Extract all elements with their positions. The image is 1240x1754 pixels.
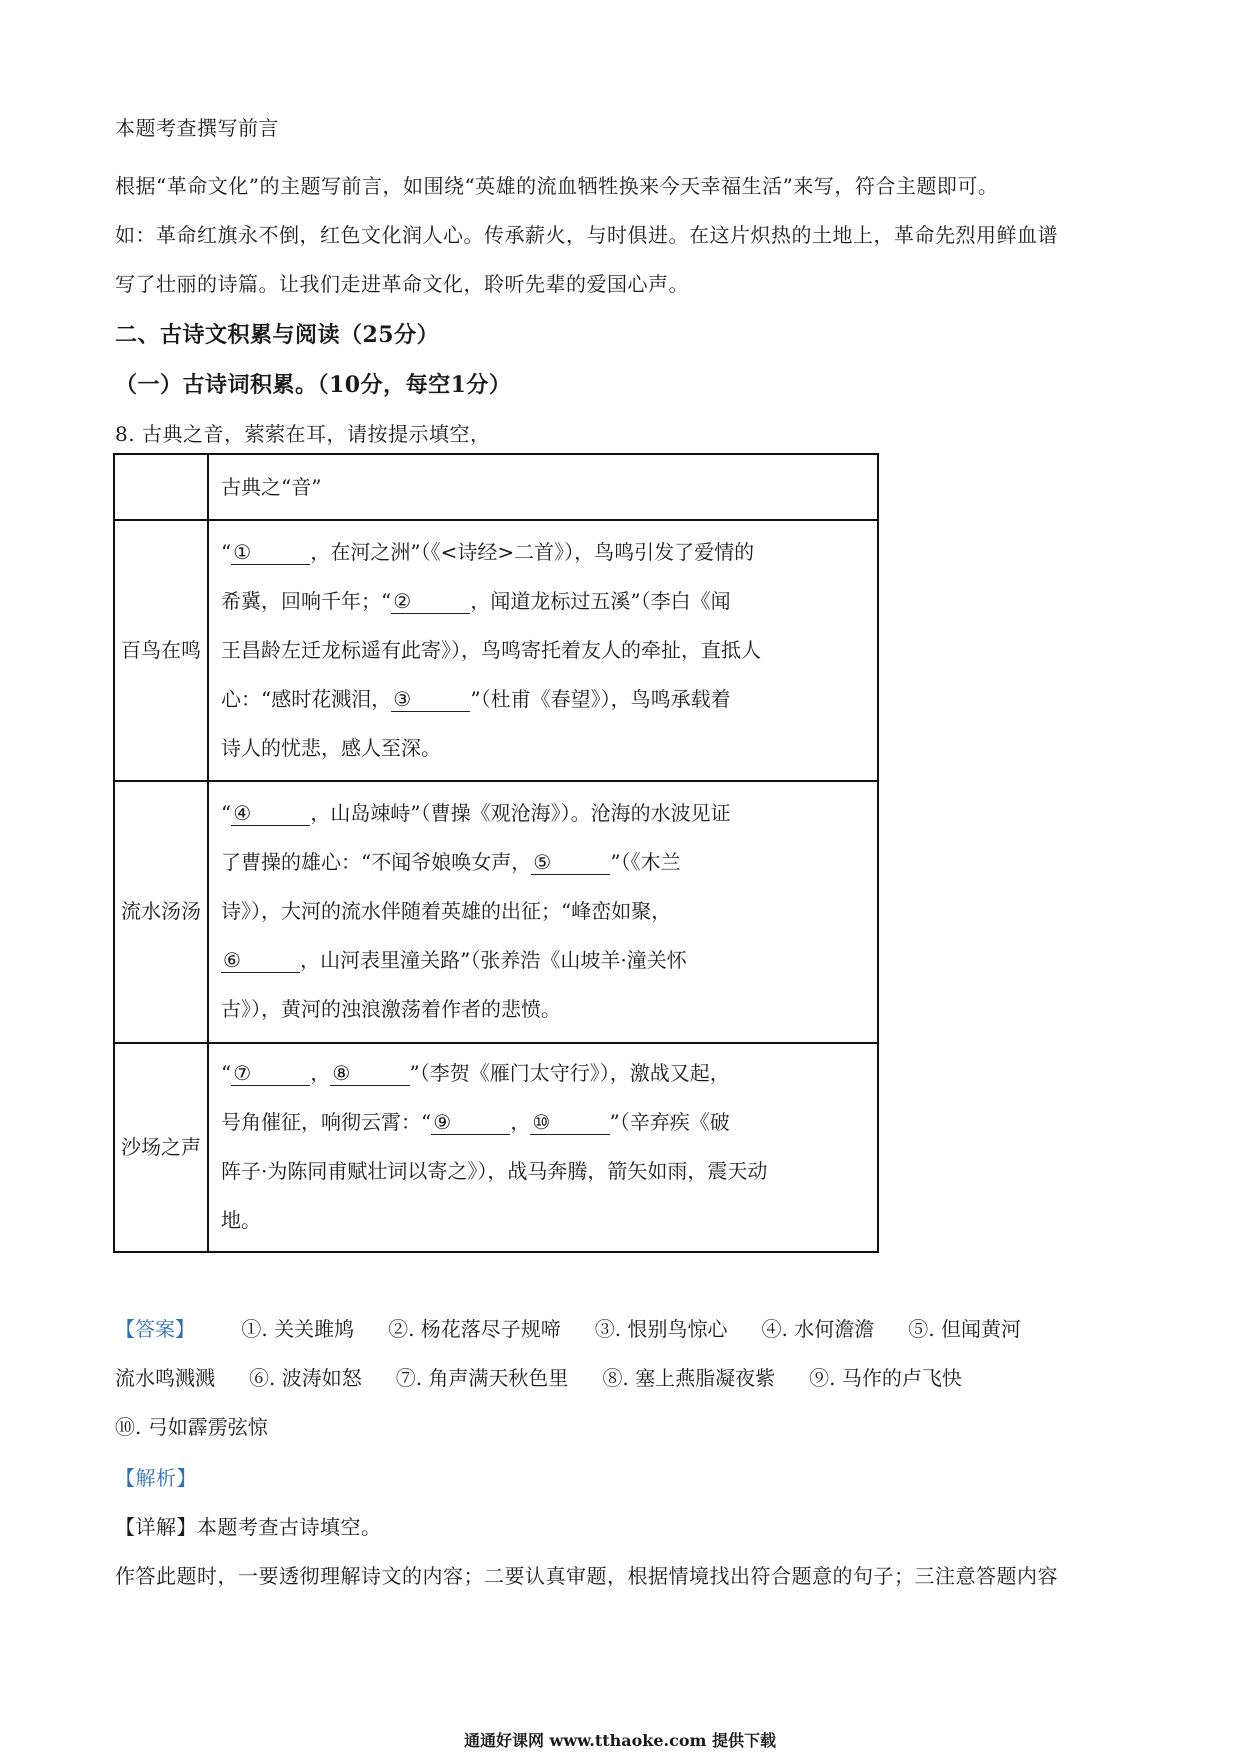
cell-text: 希冀，回响千年；“ — [221, 589, 392, 614]
answer-item: ②. 杨花落尽子规啼 — [388, 1317, 561, 1341]
cell-line — [221, 724, 865, 773]
answer-tag: 【答案】 — [115, 1317, 195, 1341]
cell-text: ”（李贺《雁门太守行》），激战又起， — [409, 1061, 730, 1086]
answer-item: ⑧. 塞上燕脂凝夜紫 — [602, 1366, 776, 1390]
analysis-tag: 【解析】 — [115, 1466, 197, 1490]
cell-text: 号角催征，响彻云霄：“ — [221, 1110, 432, 1135]
detail-line: 【详解】本题考查古诗填空。 — [115, 1515, 382, 1539]
paragraph-2a: 如：革命红旗永不倒，红色文化润人心。传承薪火，与时俱进。在这片炽热的土地上，革命先烈用鲜血谱 — [115, 223, 1058, 247]
cell-line — [221, 1098, 865, 1147]
answers-line-1 — [115, 1305, 1135, 1354]
row-content — [208, 520, 878, 781]
table-header-right: 古典之“音” — [208, 454, 878, 520]
answer-item: ⑩. 弓如霹雳弦惊 — [115, 1415, 268, 1439]
paragraph-1: 根据“革命文化”的主题写前言，如围绕“英雄的流血牺牲换来今天幸福生活”来写，符合主题即可。 — [115, 174, 999, 198]
cell-text: ， — [510, 1110, 531, 1135]
answers-list — [201, 1317, 1021, 1341]
cell-line — [221, 528, 865, 577]
fill-blank: ④ — [233, 801, 309, 826]
section-heading: 二、古诗文积累与阅读（25分） — [115, 322, 440, 348]
cell-text: 王昌龄左迁龙标遥有此寄》），鸟鸣寄托着友人的牵扯，直抵人 — [221, 638, 761, 663]
cell-text: ，在河之洲”（《<诗经>二首》），鸟鸣引发了爱情的 — [310, 540, 755, 565]
subsection-heading: （一）古诗词积累。（10分，每空1分） — [115, 372, 512, 398]
cell-text: 诗》），大河的流水伴随着英雄的出征；“峰峦如聚， — [221, 899, 672, 924]
cell-text: “ — [221, 540, 232, 565]
answer-item: ⑨. 马作的卢飞快 — [809, 1366, 962, 1390]
cell-text: ，闻道龙标过五溪”（李白《闻 — [470, 589, 731, 614]
fill-blank: ⑤ — [533, 850, 609, 875]
cell-text: 诗人的忧悲，感人至深。 — [221, 736, 441, 761]
answer-item: ⑤. 但闻黄河 — [908, 1317, 1021, 1341]
cell-text: 古》），黄河的浊浪激荡着作者的悲愤。 — [221, 997, 561, 1022]
footer: 通通好课网 www.tthaoke.com 提供下载 — [463, 1731, 777, 1750]
fill-blank: ⑦ — [233, 1061, 309, 1086]
cell-line — [221, 1147, 865, 1196]
cell-line — [221, 577, 865, 626]
fill-blank: ⑨ — [433, 1110, 509, 1135]
cell-line — [221, 675, 865, 724]
answer-item: 流水鸣溅溅 — [115, 1366, 215, 1390]
cell-line — [221, 626, 865, 675]
cell-line — [221, 789, 865, 838]
fill-blank: ① — [233, 540, 309, 565]
cell-line — [221, 936, 865, 985]
cell-line — [221, 838, 865, 887]
row-content — [208, 1043, 878, 1252]
cell-text: 了曹操的雄心：“不闻爷娘唤女声， — [221, 850, 532, 875]
answers-list — [115, 1366, 962, 1390]
header-line: 本题考查撰写前言 — [115, 116, 279, 140]
cell-text: ”（辛弃疾《破 — [609, 1110, 730, 1135]
cell-text: ”（杜甫《春望》），鸟鸣承载着 — [470, 687, 731, 712]
answer-item: ⑦. 角声满天秋色里 — [395, 1366, 569, 1390]
fill-blank: ⑧ — [332, 1061, 408, 1086]
fill-blank: ⑩ — [532, 1110, 608, 1135]
question-8: 8. 古典之音，萦萦在耳，请按提示填空， — [115, 422, 491, 446]
cell-line — [221, 1049, 865, 1098]
cell-text: ，山河表里潼关路”（张养浩《山坡羊·潼关怀 — [300, 948, 687, 973]
cell-line — [221, 985, 865, 1034]
answers-line-2 — [115, 1354, 1135, 1403]
cell-line — [221, 1196, 865, 1245]
cell-text: ， — [310, 1061, 331, 1086]
fill-blank: ③ — [393, 687, 469, 712]
last-line: 作答此题时，一要透彻理解诗文的内容；二要认真审题，根据情境找出符合题意的句子；三注意答题内容 — [115, 1564, 1058, 1588]
table-row — [114, 1043, 878, 1252]
row-label: 流水汤汤 — [114, 781, 208, 1042]
answers-list — [115, 1415, 268, 1439]
table-header-left — [114, 454, 208, 520]
row-label: 百鸟在鸣 — [114, 520, 208, 781]
answer-item: ③. 恨别鸟惊心 — [594, 1317, 728, 1341]
cell-text: 心：“感时花溅泪， — [221, 687, 392, 712]
fill-blank: ② — [393, 589, 469, 614]
cell-text: 阵子·为陈同甫赋壮词以寄之》），战马奔腾，箭矢如雨，震天动 — [221, 1159, 768, 1184]
cell-line — [221, 887, 865, 936]
answer-item: ①. 关关雎鸠 — [241, 1317, 355, 1341]
row-content — [208, 781, 878, 1042]
cell-text: ”（《木兰 — [610, 850, 681, 875]
answer-item: ⑥. 波涛如怒 — [249, 1366, 362, 1390]
table-row — [114, 781, 878, 1042]
answers-line-3 — [115, 1403, 1135, 1452]
answer-item: ④. 水何澹澹 — [761, 1317, 875, 1341]
fill-blank: ⑥ — [223, 948, 299, 973]
cell-text: “ — [221, 801, 232, 826]
row-label: 沙场之声 — [114, 1043, 208, 1252]
table-row — [114, 520, 878, 781]
cell-text: 地。 — [221, 1208, 261, 1233]
paragraph-2b: 写了壮丽的诗篇。让我们走进革命文化，聆听先辈的爱国心声。 — [115, 272, 689, 296]
cell-text: ，山岛竦峙”（曹操《观沧海》）。沧海的水波见证 — [310, 801, 731, 826]
cell-text: “ — [221, 1061, 232, 1086]
table-header-row — [114, 454, 878, 520]
poem-table — [113, 453, 879, 1253]
